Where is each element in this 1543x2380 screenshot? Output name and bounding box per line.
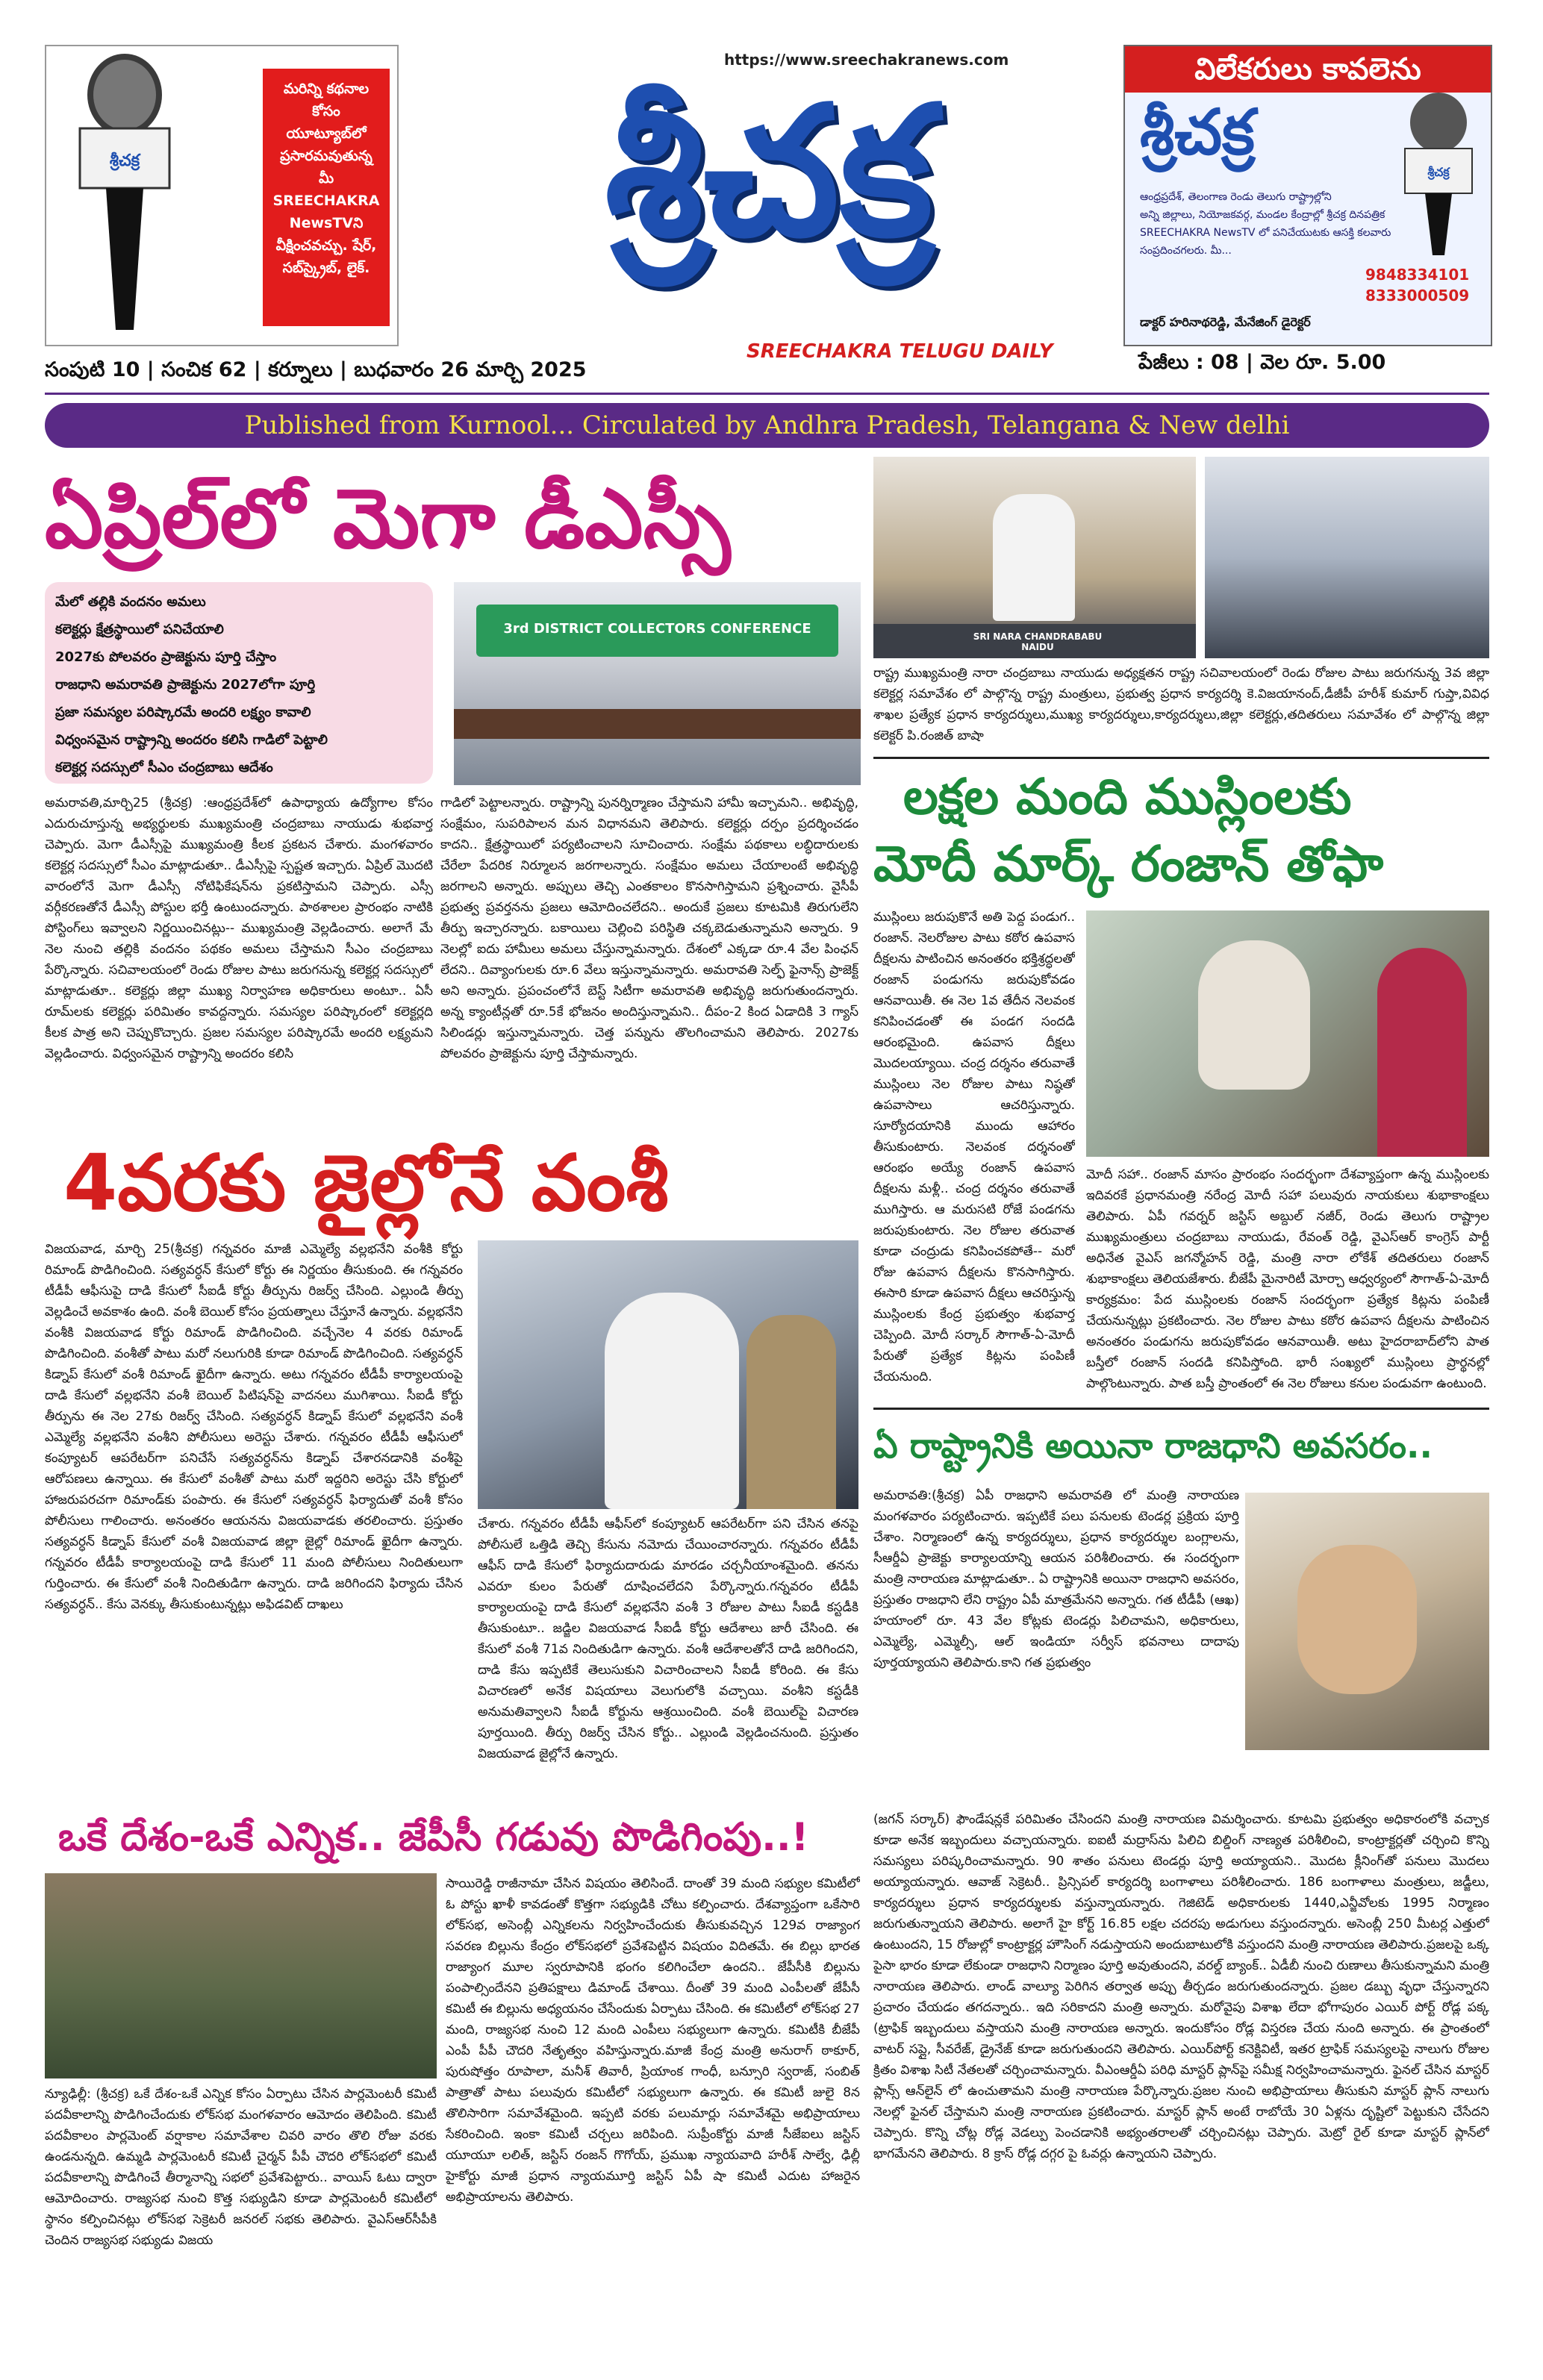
story3-photo-modi	[1086, 911, 1489, 1157]
story5-text-left: అమరావతి:(శ్రీచక్ర) ఏపీ రాజధాని అమరావతి లో మంత్రి నారాయణ మంగళవారం పర్యటించారు. ఇప్పటికే పలు పనులకు టెండర్ల ప్రక్రియ పూర్తి చేశాం. నిర్మాణంలో ఉన్న కార్యదర్శులు, ప్రధాన కార్యదర్శుల బంగ్లాలను, సీఆర్డీఏ ప్రాజెక్టు కార్యాలయాన్ని ఆయన పరిశీలించారు. ఈ సందర్భంగా మంత్రి నారాయణ మాట్లాడుతూ.. ఏ రాష్ట్రానికి అయినా రాజధాని అవసరం, ప్రస్తుతం రాజధాని లేని రాష్ట్రం ఏపీ మాత్రమేనని అన్నారు. గత టీడీపీ (ఆఖ) హయాంలో రూ. 43 వేల కోట్లకు టెండర్లు పిలిచామని, అధికారులు, ఎమ్మెల్యే, ఎమ్మెల్సీ, ఆల్ ఇండియా సర్వీస్ భవనాలు దాదాపు పూర్తయ్యాయని తెలిపారు.కాని గత ప్రభుత్వం	[873, 1488, 1239, 1670]
promo-right-line: ఆంధ్రప్రదేశ్, తెలంగాణ రెండు తెలుగు రాష్ట్రాల్లోని	[1140, 191, 1332, 203]
publication-banner	[45, 403, 1489, 448]
bullet-item: విధ్వంసమైన రాష్ట్రాన్ని అందరం కలిసి గాడిలో పెట్టాలి	[55, 732, 328, 748]
story1-headline: ఏప్రిల్‌లో మెగా డీఎస్సీ	[45, 471, 731, 566]
story1-col1: అమరావతి,మార్చి25 (శ్రీచక్ర) :ఆంధ్రప్రదేశ్‌లో ఉపాధ్యాయ ఉద్యోగాల కోసం ఎదురుచూస్తున్న అభ్యర్థులకు ముఖ్యమంత్రి చంద్రబాబు నాయుడు శుభవార్త చెప్పారు. మెగా డీఎస్సీపై ముఖ్యమంత్రి కీలక ప్రకటన చేశారు. మంగళవారం కలెక్టర్ల సదస్సులో సీఎం మాట్లాడుతూ.. డీఎస్సీపై స్పష్టత ఇచ్చారు. ఏప్రిల్ మొదటి వారంలోనే మెగా డీఎస్సీ నోటిఫికేషన్‌ను ప్రకటిస్తామని చెప్పారు. ఎస్సీ వర్గీకరణతోనే డీఎస్సీ పోస్టుల భర్తీ ఉంటుందన్నారు. పాఠశాలల ప్రారంభం నాటికి పోస్టింగ్‌లు ఇవ్వాలని నిర్ణయించినట్లు-- ముఖ్యమంత్రి వెల్లడించారు. అలాగే మే నెల నుంచి తల్లికి వందనం పథకం అమలు చేస్తామని సీఎం చంద్రబాబు పేర్కొన్నారు. సచివాలయంలో రెండు రోజుల పాటు జరుగనున్న కలెక్టర్ల సదస్సులో మాట్లాడుతూ.. కలెక్టర్లు జిల్లా ముఖ్య నిర్వాహణ అధికారులు అంటూ.. ఏసీ రూమ్‌లకు కలెక్టర్లు పరిమితం కావద్దన్నారు. సమస్యల పరిష్కారంలో కలెక్టర్లది కీలక పాత్ర అని చెప్పుకొచ్చారు. ప్రజల సమస్యల పరిష్కారమే అందరి లక్ష్యమని వెల్లడించారు. విధ్వంసమైన రాష్ట్రాన్ని అందరం కలిసి	[45, 796, 433, 1061]
microphone-image	[65, 54, 184, 337]
promo-right-line: SREECHAKRA NewsTV లో పనిచేయుటకు ఆసక్తి కలవారు	[1140, 227, 1391, 239]
story6-col1: న్యూఢిల్లీ: (శ్రీచక్ర) ఒకే దేశం-ఒకే ఎన్నిక కోసం ఏర్పాటు చేసిన పార్లమెంటరీ కమిటీ పదవీకాలాన్ని పొడిగించేందుకు లోక్‌సభ మంగళవారం ఆమోదం తెలిపింది. కమిటీ పదవీకాలం పార్లమెంట్ వర్షాకాల సమావేశాల చివరి వారం తొలి రోజు వరకు ఉండనున్నది. ఉమ్మడి పార్లమెంటరీ కమిటీ చైర్మన్ పీపీ చౌదరి లోక్‌సభలో కమిటీ పదవీకాలాన్ని పొడిగించే తీర్మానాన్ని సభలో ప్రవేశపెట్టారు.. వాయిస్ ఓటు ద్వారా ఆమోదించారు. రాజ్యసభ నుంచి కొత్త సభ్యుడిని కూడా పార్లమెంటరీ కమిటీలో స్థానం కల్పించినట్లు లోక్‌సభ సెక్రెటరీ జనరల్ సభకు తెలిపారు. వైఎస్ఆర్‌సీపీకి చెందిన రాజ్యసభ సభ్యుడు విజయ	[45, 2087, 437, 2248]
story6-col2: సాయిరెడ్డి రాజీనామా చేసిన విషయం తెలిసిందే. దాంతో 39 మంది సభ్యుల కమిటీలో ఓ పోస్టు ఖాళీ కావడంతో కొత్తగా సభ్యుడికి చోటు కల్పించారు. దేశవ్యాప్తంగా ఒకేసారి లోక్‌సభ, అసెంబ్లీ ఎన్నికలను నిర్వహించేందుకు తీసుకువచ్చిన 129వ రాజ్యాంగ సవరణ బిల్లును కేంద్రం లోక్‌సభలో ప్రవేశపెట్టిన విషయం విదితమే. ఈ బిల్లు భారత రాజ్యాంగ మూల స్వరూపానికి భంగం కలిగించేలా ఉందని.. జేపీసీకి బిల్లును పంపాల్సిందేనని ప్రతిపక్షాలు డిమాండ్ చేశాయి. దీంతో 39 మంది ఎంపీలతో జేపీసీ కమిటీ ఈ బిల్లును అధ్యయనం చేసేందుకు ఏర్పాటు చేసింది. ఈ కమిటీలో లోక్‌సభ 27 మంది, రాజ్యసభ నుంచి 12 మంది ఎంపీలు సభ్యులుగా ఉన్నారు. కమిటీకి బీజేపీ ఎంపీ పీపీ చౌదరి నేతృత్వం వహిస్తున్నారు.మాజీ కేంద్ర మంత్రి అనురాగ్ ఠాకూర్, పురుషోత్తం రూపాలా, మనీశ్ తివారీ, ప్రియాంక గాంధీ, బన్సూరి స్వరాజ్, సంబిత్ పాత్రాతో పాటు పలువురు కమిటీలో సభ్యులుగా ఉన్నారు. ఈ కమిటీ జులై 8న తొలిసారిగా సమావేశమైంది. ఇప్పటి వరకు పలుమార్లు సమావేశమై అభిప్రాయాలు సేకరించింది. ఇంకా కమిటీ చర్చలు జరిపింది. సుప్రీంకోర్టు మాజీ సీజేఐలు జస్టిస్ యూయూ లలిత్, జస్టిస్ రంజన్ గొగోయ్, ప్రముఖ న్యాయవాది హరీశ్ సాల్వే, ఢిల్లీ హైకోర్టు మాజీ ప్రధాన న్యాయమూర్తి జస్టిస్ ఏపీ షా కమిటీ ఎదుట హాజరైన అభిప్రాయాలను తెలిపారు.	[446, 1876, 860, 2205]
promo-right-logo: శ్రీచక్ర	[1140, 96, 1255, 169]
story3-headline-line1: లక్షల మంది ముస్లింలకు	[903, 768, 1352, 825]
story5-text-full: (జగన్ సర్కార్) ఫౌండేషన్లకే పరిమితం చేసిందని మంత్రి నారాయణ విమర్శించారు. కూటమి ప్రభుత్వం అధికారంలోకి వచ్చాక కూడా అనేక ఇబ్బందులు వచ్చాయన్నారు. ఐఐటీ మద్రాస్‌ను పిలిచి బిల్డింగ్ నాణ్యత పరిశీలించి, కాంట్రాక్టర్లతో చర్చించి కొన్ని సమస్యలు పరిష్కరించామన్నారు. 90 శాతం పనులు టెండర్లు పూర్తి అయ్యాయని.. మొదట క్లీనింగ్‌తో పనులు మొదలు అయ్యాయన్నారు. ఆవాజ్ సెక్రెటరీ.. ప్రిన్సిపల్ కార్యదర్శి బంగాళాలు పరిశీలించారు. 186 బంగాళాలు మంత్రులు, జడ్జీలు, కార్యదర్శులు ప్రధాన కార్యదర్శులకు వస్తున్నాయన్నారు. గెజిటెడ్ అధికారులకు 1440,ఎన్జీవోలకు 1995 నిర్మాణం జరుగుతున్నాయని తెలిపారు. అలాగే హై కోర్ట్ 16.85 లక్షల చదరపు అడుగులు వస్తుందన్నారు. అసెంబ్లీ 250 మీటర్ల ఎత్తులో ఉంటుందని, 15 రోజుల్లో కాంట్రాక్టర్ల హౌసింగ్ నడుస్తాయని అందుబాటులోకి వస్తుందని మంత్రి నారాయణ తెలిపారు.ప్రజలపై ఒక్క పైసా భారం కూడా లేకుండా రాజధాని నిర్మాణం పూర్తి అవుతుందని, వరల్డ్ బ్యాంక్.. ఏడీబీ నుంచి రుణాలు తీసుకున్నామని మంత్రి నారాయణ తెలిపారు. లాండ్ వాల్యూ పెరిగిన తర్వాత అప్పు తీర్చడం జరుగుతుందన్నారు. ప్రజల డబ్బు వృధా చేస్తున్నారని ప్రచారం చేయడం తగదన్నారు.. ఇది సరికాదని మంత్రి అన్నారు. మరోవైపు విశాఖ లేదా భోగాపురం ఎయిర్ పోర్ట్ రోడ్ల పక్క (ట్రాఫిక్ ఇబ్బందులు వస్తాయని మంత్రి నారాయణ అన్నారు. ఇందుకోసం రోడ్ల విస్తరణ చేయ నుంది అన్నారు. ఈ ప్రాంతంలో వాటర్ సప్లై, సీవరేజ్, డ్రైనేజ్ కూడా జరుగుతుందని తెలిపారు. ఎయిర్‌పోర్ట్ కనెక్టివిటీ, ఇతర ట్రాఫిక్ సమస్యలపై నాలుగు రోజుల క్రితం విశాఖ సిటీ నేతలతో చర్చించామన్నారు. వీఎంఆర్డీఏ పరిధి మాస్టర్ ప్లాన్‌పై సమీక్ష నిర్వహించామన్నారు. ఫైనల్ చేసిన మాస్టర్ ప్లాన్స్ ఆన్‌లైన్ లో ఉంచుతామని మంత్రి నారాయణ పేర్కొన్నారు.ప్రజల నుంచి అభిప్రాయాలు తీసుకుని మాస్టర్ ప్లాన్ నాలుగు నెలల్లో ఫైనల్ చేస్తామని మంత్రి నారాయణ ప్రకటించారు. మాస్టర్ ప్లాన్ అంటే రాబోయే 30 ఏళ్లను దృష్టిలో పెట్టుకుని చేసేదని చెప్పారు. కొన్ని చోట్ల రోడ్ల వెడల్పు పెంచడానికి అభ్యంతరాలతో చర్చించినట్లు చెప్పారు. మెట్రో రైల్ కూడా మాస్టర్ ప్లాన్‌లో భాగమేనని తెలిపారు. 8 క్రాస్ రోడ్ల దగ్గర పై ఓవర్లు ఉన్నాయని చెప్పారు.	[873, 1812, 1489, 2161]
price-meta: పేజీలు : 08 | వెల రూ. 5.00	[1138, 351, 1386, 374]
story2-photo-cm	[873, 457, 1196, 658]
story6-headline: ఒకే దేశం-ఒకే ఎన్నిక.. జేపీసీ గడువు పొడిగింపు..!	[58, 1815, 809, 1860]
promo-right-phones	[1365, 264, 1477, 309]
phone-number[interactable]: 8333000509	[1365, 287, 1470, 304]
masthead-subtitle: SREECHAKRA TELUGU DAILY	[746, 340, 1053, 363]
story1-photo-label: 3rd DISTRICT COLLECTORS CONFERENCE	[503, 621, 811, 637]
issue-meta: సంపుటి 10 | సంచిక 62 | కర్నూలు | బుధవారం 26 మార్చి 2025	[45, 358, 587, 381]
story1-photo	[454, 582, 861, 785]
story1-col2: గాడిలో పెట్టాలన్నారు. రాష్ట్రాన్ని పునర్నిర్మాణం చేస్తామని హామీ ఇచ్చామని.. అభివృద్ధి, సంక్షేమం, సుపరిపాలన మన విధానమని తెలిపారు. కలెక్టర్లు దర్పం ప్రదర్శించడం కాదని.. క్షేత్రస్థాయిలో పర్యటించాలని సూచించారు. సంక్షేమ పథకాలు లబ్ధిదారులకు చేరేలా పేదరిక నిర్మూలన జరగాలన్నారు. సంక్షేమం అమలు చేయాలంటే అభివృద్ధి జరగాలని అన్నారు. అప్పులు తెచ్చి ఎంతకాలం కొనసాగిస్తామని ప్రశ్నించారు. వైసీపీ ప్రభుత్వ ప్రవర్తనను ప్రజలు ఆమోదించలేదని.. అందుకే ప్రజలు కూటమికి తిరుగులేని తీర్పు ఇచ్చారన్నారు. బకాయిలు చెల్లించి పరిస్థితి చక్కబెడుతున్నామని అన్నారు. 9 నెలల్లో ఐదు హామీలు అమలు చేస్తున్నామన్నారు. దేశంలో ఎక్కడా రూ.4 వేల పింఛన్ లేదని.. దివ్యాంగులకు రూ.6 వేలు ఇస్తున్నామన్నారు. అమరావతి సెల్ఫ్ ఫైనాన్స్ ప్రాజెక్ట్ అని అన్నారు. ప్రపంచంలోనే బెస్ట్ సిటీగా అమరావతి అభివృద్ధి జరుగుతుందన్నారు. అన్న క్యాంటీన్లతో రూ.5కే భోజనం అందిస్తున్నామని.. దీపం-2 కింద ఏడాదికి 3 గ్యాస్ సిలిండర్లు ఇస్తున్నామన్నారు. చెత్త పన్నును తొలగించామని తెలిపారు. 2027కు పోలవరం ప్రాజెక్టును పూర్తి చేస్తామన్నారు.	[440, 796, 858, 1061]
bullet-item: కలెక్టర్లు క్షేత్రస్థాయిలో పనిచేయాలి	[55, 622, 224, 637]
story3-text-left: ముస్లింలు జరుపుకొనే అతి పెద్ద పండుగ.. రంజాన్. నెలరోజుల పాటు కఠోర ఉపవాస దీక్షలను పాటించిన అనంతరం భక్తిశ్రద్ధలతో రంజాన్ పండుగను జరుపుకోవడం ఆనవాయితీ. ఈ నెల 1వ తేదీన నెలవంక కనిపించడంతో ఈ పండగ సందడి ఆరంభమైంది. ఉపవాస దీక్షలు మొదలయ్యాయి. చంద్ర దర్శనం తరువాతే ముస్లింలు నెల రోజుల పాటు నిష్ఠతో ఉపవాసాలు ఆచరిస్తున్నారు. సూర్యోదయానికి ముందు ఆహారం తీసుకుంటారు. నెలవంక దర్శనంతో ఆరంభం అయ్యే రంజాన్ ఉపవాస దీక్షలను మళ్లీ.. చంద్ర దర్శనం తరువాతే ముగిస్తారు. ఆ మరుసటి రోజే పండగను జరుపుకుంటారు. నెల రోజుల తరువాత కూడా చంద్రుడు కనిపించకపోతే-- మరో రోజు ఉపవాస దీక్షలను కొనసాగిస్తారు. ఈసారి కూడా ఉపవాస దీక్షలు ఆచరిస్తున్న ముస్లింలకు కేంద్ర ప్రభుత్వం శుభవార్త చెప్పింది. మోదీ సర్కార్ సౌగాత్-ఏ-మోదీ పేరుతో ప్రత్యేక కిట్లను పంపిణీ చేయనుంది.	[873, 910, 1075, 1384]
masthead-title: శ్రీచక్ర	[605, 67, 933, 276]
promo-right-line: అన్ని జిల్లాలు, నియోజకవర్గ, మండల కేంద్రాల్లో శ్రీచక్ర దినపత్రిక	[1140, 209, 1385, 221]
promo-right-lines	[1140, 188, 1394, 300]
header-rule	[45, 393, 1489, 395]
story4-col2: చేశారు. గన్నవరం టీడీపీ ఆఫీస్‌లో కంప్యూటర్ ఆపరేటర్‌గా పని చేసిన తనపై పోలీసులే ఒత్తిడి తెచ్చి కేసును నమోదు చేయించారన్నారు. గన్నవరం టీడీపీ ఆఫీస్ దాడి కేసులో ఫిర్యాదుదారుడు మారడం చర్చనీయాంశమైంది. తనను ఎవరూ కులం పేరుతో దూషించలేదని పేర్కొన్నారు.గన్నవరం టీడీపీ కార్యాలయంపై దాడి కేసులో వల్లభనేని వంశీ 3 రోజుల పాటు సీఐడీ కస్టడీకి తీసుకుంటూ.. జడ్జిల విజయవాడ సీఐడీ కోర్టు ఆదేశాలు జారీ చేసింది. ఈ కేసులో వంశీ 71వ నిందితుడిగా ఉన్నారు. వంశీ ఆదేశాలతోనే దాడి జరిగిందని, దాడి కేసు ఇప్పటికే తెలుసుకుని విచారించాలని సీఐడీ కోరింది. ఈ కేసు విచారణలో అనేక విషయాలు వెలుగులోకి వచ్చాయి. వంశీని కస్టడీకి అనుమతివ్వాలని సీఐడీ కోర్టును ఆశ్రయించింది. వంశీ బెయిల్‌పై విచారణ పూర్తయింది. తీర్పు రిజర్వ్ చేసిన కోర్టు.. ఎల్లుండి వెల్లడించనుంది. ప్రస్తుతం విజయవాడ జైల్లోనే ఉన్నారు.	[478, 1517, 858, 1761]
story5-headline: ఏ రాష్ట్రానికి అయినా రాజధాని అవసరం..	[873, 1425, 1433, 1466]
promo-right-line: సంప్రదించగలరు. మీ...	[1140, 245, 1232, 257]
story2-photo-officials	[1205, 457, 1489, 658]
promo-right	[1123, 45, 1492, 346]
story4-col1: విజయవాడ, మార్చి 25(శ్రీచక్ర) గన్నవరం మాజీ ఎమ్మెల్యే వల్లభనేని వంశీకి కోర్టు రిమాండ్ పొడిగించింది. సత్యవర్ధన్ కేసులో కోర్టు ఈ నిర్ణయం తీసుకుంది. ఈ గన్నవరం టీడీపీ ఆఫీసుపై దాడి కేసులో సీఐడీ కోర్టు తీర్పును రిజర్వ్ చేసింది. ఎల్లుండి తీర్పు వెల్లడించే అవకాశం ఉంది. వంశీ బెయిల్ కోసం ప్రయత్నాలు చేస్తూనే ఉన్నారు. వల్లభనేని వంశీకి విజయవాడ కోర్టు రిమాండ్ పొడిగించింది. వచ్చేనెల 4 వరకు రిమాండ్ పొడిగించింది. వంశీతో పాటు మరో నలుగురికి కూడా రిమాండ్ పొడిగించింది. సత్యవర్ధన్ కిడ్నాప్ కేసులో వంశీ రిమాండ్ ఖైదీగా ఉన్నారు. అటు గన్నవరం టీడీపీ కార్యాలయంపై దాడి కేసులో వల్లభనేని వంశీ బెయిల్ పిటిషన్‌పై వాదనలు ముగిశాయి. సీఐడీ కోర్టు తీర్పును ఈ నెల 27కు రిజర్వ్ చేసింది. సత్యవర్ధన్ కిడ్నాప్ కేసులో వల్లభనేని వంశీ ఎమ్మెల్యే వల్లభనేని వంశీని పోలీసులు అరెస్టు చేశారు. గన్నవరం టీడీపీ ఆఫీసులో కంప్యూటర్ ఆపరేటర్‌గా పనిచేసే సత్యవర్ధన్‌ను కిడ్నాప్ చేశారనడానికి వంశీపై ఆరోపణలు ఉన్నాయి. ఈ కేసులో వంశీతో పాటు మరో ఇద్దరిని అరెస్టు చేసి కోర్టులో హాజరుపరచగా రిమాండ్‌కు పంపారు. ఈ కేసులో సత్యవర్ధన్ ఫిర్యాదుతో వంశీ కోసం పోలీసులు గాలించారు. అనంతరం ఆయనను విజయవాడకు తరలించారు. ప్రస్తుతం సత్యవర్ధన్ కిడ్నాప్ కేసులో వంశీ విజయవాడ జిల్లా జైల్లో రిమాండ్ ఖైదీగా ఉన్నారు. గన్నవరం టీడీపీ కార్యాలయంపై దాడి కేసులో 11 మంది పోలీసులు నిందితులుగా గుర్తించారు. ఈ కేసులో వంశీ నిందితుడిగా ఉన్నారు. దాడి జరిగిందని ఫిర్యాదు చేసిన సత్యవర్ధన్.. కేసు వెనక్కు తీసుకుంటున్నట్లు అఫిడవిట్ దాఖలు	[45, 1242, 463, 1612]
promo-right-title: విలేకరులు కావలెను	[1125, 46, 1491, 93]
bullet-item: రాజధాని అమరావతి ప్రాజెక్టును 2027లోగా పూర్తి	[55, 677, 316, 693]
bullet-item: మే‌లో తల్లికి వందనం అమలు	[55, 594, 206, 610]
story4-photo	[478, 1240, 858, 1509]
promo-right-microphone	[1394, 93, 1483, 257]
bullet-item: 2027కు పోలవరం ప్రాజెక్టును పూర్తి చేస్తాం	[55, 649, 277, 665]
story5-photo	[1245, 1493, 1489, 1750]
publication-banner-text: Published from Kurnool... Circulated by Andhra Pradesh, Telangana & New delhi	[244, 410, 1290, 440]
bullet-item: కలెక్టర్ల సదస్సులో సీఎం చంద్రబాబు ఆదేశం	[55, 760, 273, 775]
promo-right-contact: డాక్టర్ హరినాథరెడ్డి, మేనేజింగ్ డైరెక్టర్	[1140, 315, 1311, 329]
phone-number[interactable]: 9848334101	[1365, 266, 1470, 284]
svg-text:శ్రీచక్ర: శ్రీచక్ర	[109, 152, 140, 170]
story2-photo-label: SRI NARA CHANDRABABU NAIDU	[973, 631, 1103, 652]
story5-rule	[873, 1408, 1489, 1410]
promo-left-text: మరిన్ని కథనాల కోసం యూట్యూబ్‌లో ప్రసారమవుతున్న మీ SREECHAKRA NewsTVని వీక్షించవచ్చు. షేర్, సబ్‌స్క్రైబ్, లైక్.	[272, 81, 380, 276]
story2-caption: రాష్ట్ర ముఖ్యమంత్రి నారా చంద్రబాబు నాయుడు అధ్యక్షతన రాష్ట్ర సచివాలయంలో రెండు రోజుల పాటు జరుగనున్న 3వ జిల్లా కలెక్టర్ల సమావేశం లో పాల్గొన్న రాష్ట్ర మంత్రులు, ప్రభుత్వ ప్రధాన కార్యదర్శి కె.విజయానంద్,డీజీపీ హరీశ్ కుమార్ గుప్తా,వివిధ శాఖల ప్రత్యేక ప్రధాన కార్యదర్శులు,ముఖ్య కార్యదర్శులు,కార్యదర్శులు,జిల్లా కలెక్టర్లు,తదితరులు సమావేశం లో పాల్గొన్న జిల్లా కలెక్టర్ పి.రంజిత్ బాషా	[873, 666, 1489, 743]
story6-photo-parliament	[45, 1873, 437, 2078]
promo-left-textbox	[263, 69, 390, 326]
promo-left	[45, 45, 399, 346]
website-url[interactable]: https://www.sreechakranews.com	[724, 51, 1009, 69]
story1-bullets	[45, 582, 433, 784]
story2-rule	[873, 757, 1489, 759]
story4-headline: 4వరకు జైల్లోనే వంశీ	[63, 1137, 669, 1228]
svg-text:శ్రీచక్ర: శ్రీచక్ర	[1427, 165, 1450, 179]
bullet-item: ప్రజా సమస్యల పరిష్కారమే అందరి లక్ష్యం కావాలి	[55, 705, 311, 720]
story3-headline-line2: మోదీ మార్క్ రంజాన్ తోఫా	[873, 835, 1384, 893]
story3-text-full: మోదీ సహా.. రంజాన్ మాసం ప్రారంభం సందర్భంగా దేశవ్యాప్తంగా ఉన్న ముస్లింలకు ఇదివరకే ప్రధానమంత్రి నరేంద్ర మోదీ సహా పలువురు నాయకులు శుభాకాంక్షలు తెలిపారు. ఏపీ గవర్నర్ జస్టిస్ అబ్దుల్ నజీర్, రెండు తెలుగు రాష్ట్రాల ముఖ్యమంత్రులు చంద్రబాబు నాయుడు, రేవంత్ రెడ్డి, వైఎస్ఆర్ కాంగ్రెస్ పార్టీ అధినేత వైఎస్ జగన్మోహన్ రెడ్డి, మంత్రి నారా లోకేశ్ తదితరులు రంజాన్ శుభాకాంక్షలు తెలియజేశారు. బీజేపీ మైనారిటీ మోర్చా ఆధ్వర్యంలో సౌగాత్-ఏ-మోదీ కార్యక్రమం: పేద ముస్లింలకు రంజాన్ సందర్భంగా ప్రత్యేక కిట్లను పంపిణీ చేయనున్నట్లు ప్రకటించారు. నెల రోజుల పాటు కఠోర ఉపవాస దీక్షలను పాటించిన అనంతరం పండుగను జరుపుకోవడం ఆనవాయితీ. అటు హైదరాబాద్‌లోని పాత బస్తీలో రంజాన్ సందడి కనిపిస్తోంది. భారీ సంఖ్యలో ముస్లింలు ప్రార్థనల్లో పాల్గొంటున్నారు. పాత బస్తీ ప్రాంతంలో ఈ నెల రోజులు కనుల పండువగా ఉంటుంది.	[1086, 1167, 1489, 1391]
